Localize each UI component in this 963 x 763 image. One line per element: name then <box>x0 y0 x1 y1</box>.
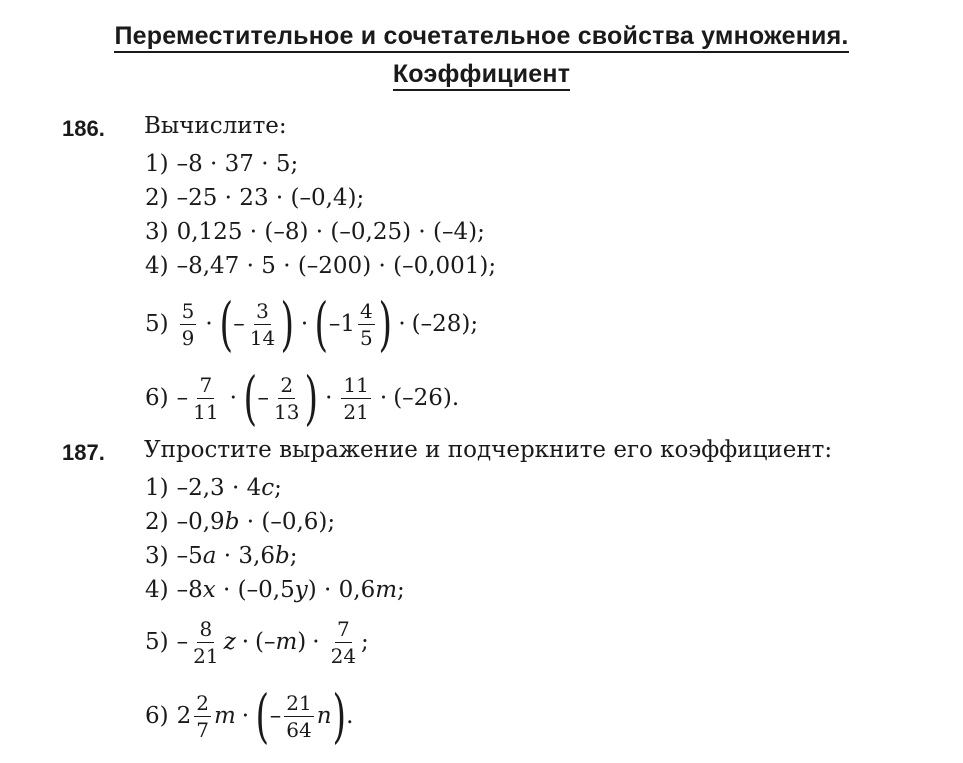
section-title-line1: Переместительное и сочетательное свойства умножения. <box>0 22 963 51</box>
item-number: 1) <box>145 151 169 177</box>
variable: b <box>274 543 290 569</box>
item-number: 4) <box>145 577 169 603</box>
problem-187-item-6: 6) 2 $\frac{2}{7}$ m · ( – $\frac{21}{64}$ n ) . <box>145 682 354 750</box>
expr-part: · (–0,5 <box>215 577 295 603</box>
fraction: $\frac{2}{13}$ <box>274 372 300 424</box>
fraction: $\frac{5}{9}$ <box>181 298 195 350</box>
expr-part: ; <box>361 629 369 655</box>
expr-part: . <box>346 703 354 729</box>
variable: n <box>316 703 332 729</box>
problem-186-number: 186. <box>62 116 105 141</box>
variable: c <box>261 475 275 501</box>
item-number: 2) <box>145 509 169 535</box>
expr-part: –0,9 <box>176 509 225 535</box>
variable: a <box>202 543 217 569</box>
expr-part: ; <box>274 475 282 501</box>
expr-part: –2,3 · 4 <box>176 475 262 501</box>
problem-187-item-5: 5) – $\frac{8}{21}$ z · (– m ) · $\frac{7}{24}$ ; <box>145 616 369 668</box>
expression-tail: (–28); <box>411 311 479 337</box>
variable: b <box>224 509 240 535</box>
item-number: 6) <box>145 385 169 411</box>
expr-part: ; <box>397 577 405 603</box>
item-number: 4) <box>145 253 169 279</box>
variable: x <box>202 577 216 603</box>
item-number: 5) <box>145 311 169 337</box>
item-number: 1) <box>145 475 169 501</box>
expr-part: –8 <box>176 577 203 603</box>
fraction: $\frac{11}{21}$ <box>343 372 369 424</box>
fraction: $\frac{3}{14}$ <box>249 298 276 350</box>
variable: m <box>375 577 398 603</box>
item-number: 6) <box>145 703 169 729</box>
fraction: $\frac{7}{24}$ <box>330 616 357 668</box>
variable: m <box>275 629 298 655</box>
expr-part: (– <box>255 629 276 655</box>
expression: –8 · 37 · 5; <box>176 151 299 177</box>
problem-187-number: 187. <box>62 440 105 465</box>
expression: –8,47 · 5 · (–200) · (–0,001); <box>176 253 497 279</box>
expression-tail: (–26). <box>393 385 460 411</box>
expr-part: ; <box>289 543 298 569</box>
problem-186-item-6: 6) – $\frac{7}{11}$ · ( – $\frac{2}{13}$ ) · $\frac{11}{21}$ · (–26). <box>145 364 460 432</box>
item-number: 5) <box>145 629 169 655</box>
expression: –25 · 23 · (–0,4); <box>176 185 365 211</box>
mixed-number: 2 $\frac{2}{7}$ <box>176 690 209 742</box>
item-number: 2) <box>145 185 169 211</box>
mixed-number: –1 $\frac{4}{5}$ <box>328 298 373 350</box>
variable: m <box>213 703 236 729</box>
expr-part: –5 <box>176 543 203 569</box>
problem-186-instruction: Вычислите: <box>144 113 287 139</box>
fraction: $\frac{7}{11}$ <box>193 372 219 424</box>
item-number: 3) <box>145 543 169 569</box>
expression: 0,125 · (–8) · (–0,25) · (–4); <box>176 219 485 245</box>
expr-part: · (–0,6); <box>239 509 336 535</box>
problem-187-item-4 <box>145 570 405 610</box>
expr-part: ) · 0,6 <box>307 577 376 603</box>
problem-186-item-4 <box>145 246 496 286</box>
item-number: 3) <box>145 219 169 245</box>
problem-186-item-5: 5) $\frac{5}{9}$ · ( – $\frac{3}{14}$ ) · ( –1 $\frac{4}{5}$ ) · (–28); <box>145 290 479 358</box>
fraction: $\frac{8}{21}$ <box>193 616 219 668</box>
fraction: $\frac{21}{64}$ <box>286 690 312 742</box>
section-title-line2: Коэффициент <box>0 60 963 89</box>
variable: y <box>294 577 308 603</box>
variable: z <box>223 629 236 655</box>
problem-187-instruction: Упростите выражение и подчеркните его коэффициент: <box>144 437 833 463</box>
expr-part: ) <box>297 629 307 655</box>
expr-part: · 3,6 <box>216 543 275 569</box>
